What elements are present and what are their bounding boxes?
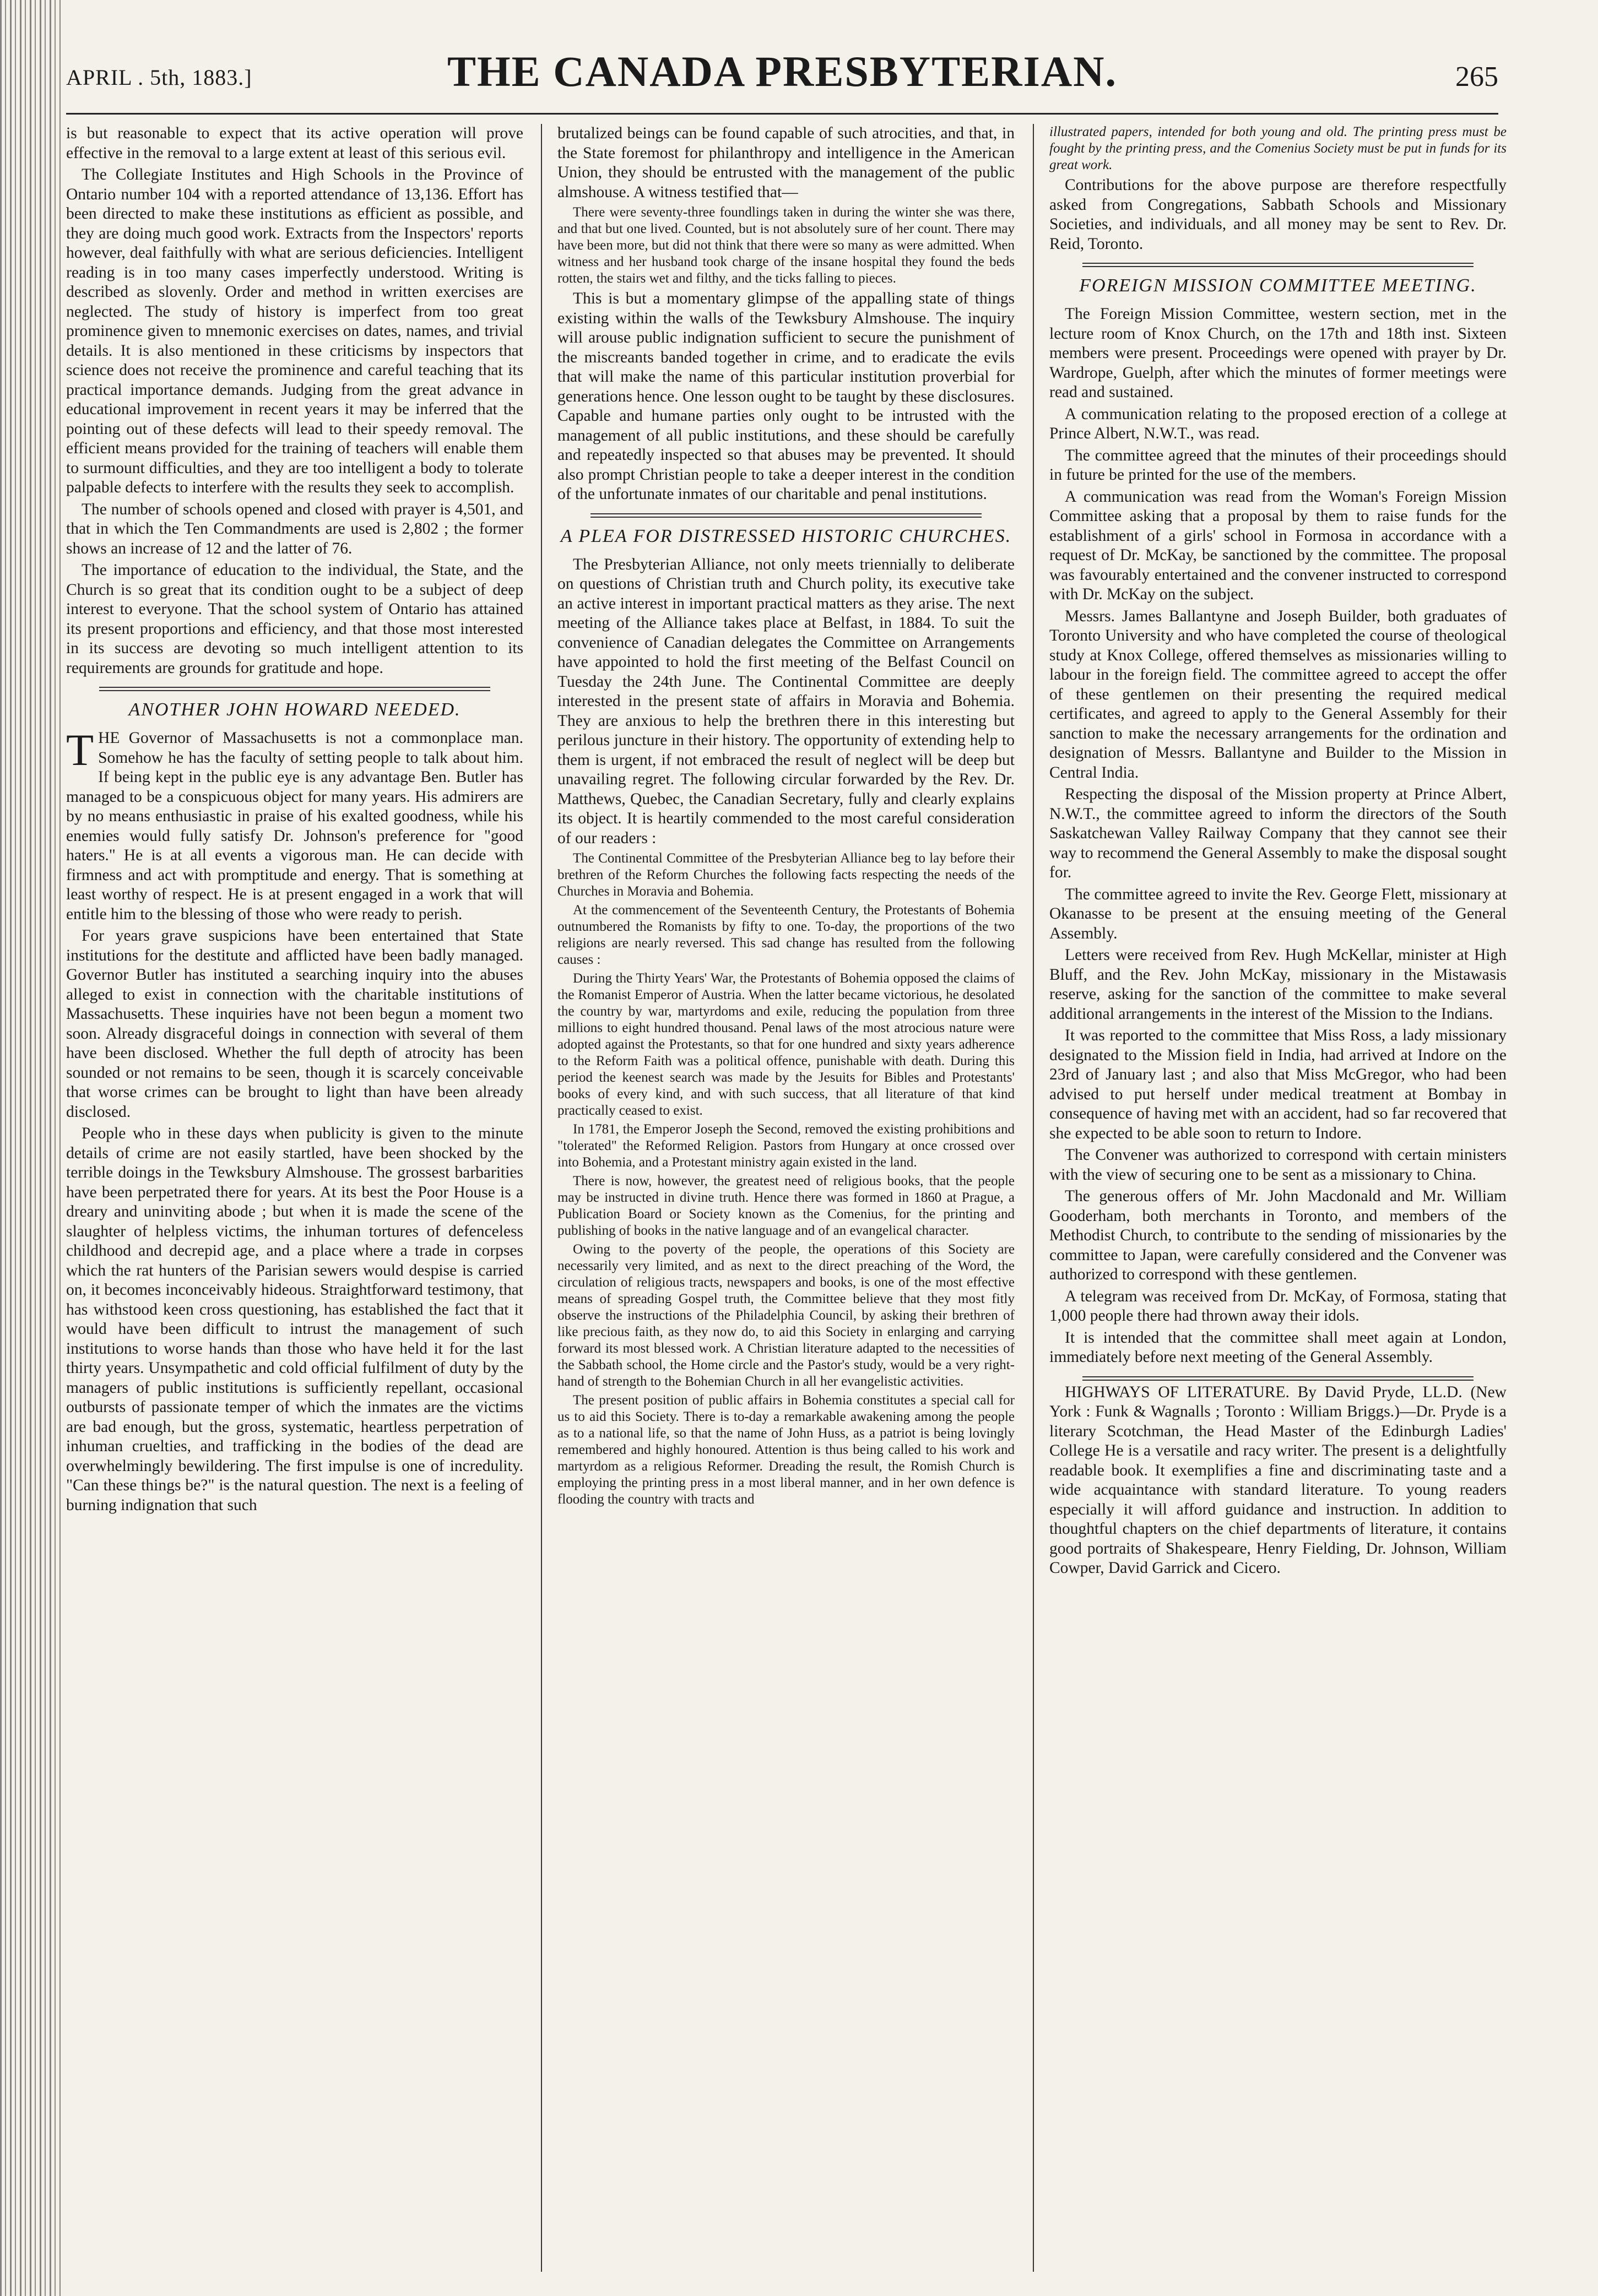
- page-header: [66, 30, 1498, 113]
- column-divider: [541, 124, 542, 2272]
- paragraph: It is intended that the committee shall meet again at London, immediately before next meeting of the General Assembly.: [1049, 1328, 1507, 1366]
- section-rule: [99, 687, 490, 691]
- quotation: At the commencement of the Seventeenth Century, the Protestants of Bohemia outnumbered the Romanists by fifty to one. To-day, the proportions of the two religions are nearly reversed. This sad change has resulted from the following causes :: [557, 903, 1015, 967]
- drop-cap: T: [66, 725, 94, 775]
- paragraph: The number of schools opened and closed with prayer is 4,501, and that in which the Ten Commandments are used is 2,802 ; the former shows an increase of 12 and the latter of 76.: [66, 500, 523, 557]
- paragraph: A communication relating to the proposed erection of a college at Prince Albert, N.W.T., was read.: [1049, 405, 1507, 442]
- paragraph: For years grave suspicions have been entertained that State institutions for the destitute and afflicted have been badly managed. Governor Butler has instituted a searching inquiry into the abuses alleged to exist in connection with the charitable institutions of Massachusetts. These inquiries have not been begun a moment two soon. Already disgraceful doings in connection with several of them have been disclosed. Whether the full depth of atrocity has been sounded or not remains to be seen, though it is scarcely conceivable that worse crimes can be brought to light than have been already disclosed.: [66, 927, 523, 1121]
- section-rule: [591, 513, 982, 518]
- paragraph: The committee agreed that the minutes of their proceedings should in future be printed for the use of the members.: [1049, 446, 1507, 484]
- paragraph: The Collegiate Institutes and High Schools in the Province of Ontario number 104 with a reported attendance of 13,136. Effort has been directed to make these institutions as efficient as possible, and they are doing much good work. Extracts from the Inspectors' reports however, deal faithfully with what are serious deficiencies. Intelligent reading is in too many cases imperfectly understood. Writing is described as slovenly. Order and method in written exercises are neglected. The study of history is imperfect from too great prominence given to mnemonic exercises on dates, names, and trivial details. It is also mentioned in these criticisms by inspectors that science does not receive the prominence and careful teaching that its practical importance demands. Judging from the great advance in educational improvement in recent years it may be inferred that the pointing out of these defects will lead to their speedy removal. The efficient means provided for the training of teachers will enable them to surmount difficulties, and they are too intelligent a body to tolerate palpable defects to interfere with the results they seek to accomplish.: [66, 166, 523, 496]
- paragraph: is but reasonable to expect that its active operation will prove effective in the removal to a large extent at least of this serious evil.: [66, 124, 523, 162]
- book-review: [1049, 1383, 1507, 1578]
- paragraph: It was reported to the committee that Miss Ross, a lady missionary designated to the Mission field in India, had arrived at Indore on the 23rd of January last ; and also that Miss McGregor, who had been advised to put herself under medical treatment at Bombay in consequence of having met with an accident, had so far recovered that she expected to be able soon to return to Indore.: [1049, 1027, 1507, 1142]
- quotation: During the Thirty Years' War, the Protestants of Bohemia opposed the claims of the Romanist Emperor of Austria. When the latter became victorious, he desolated the country by war, martyrdoms and exile, reducing the population from three millions to eight hundred thousand. Penal laws of the most atrocious nature were adopted against the Protestants, so that for one hundred and sixty years adherence to the Reform Faith was a political offence, punishable with death. During this period the keenest search was made by the Jesuits for Bibles and Protestants' books of every kind, and with such success, that all literature of that kind practically ceased to exist.: [557, 971, 1015, 1118]
- masthead-title: THE CANADA PRESBYTERIAN.: [447, 47, 1118, 95]
- paragraph: [66, 725, 523, 924]
- paragraph-text: HE Governor of Massachusetts is not a commonplace man. Somehow he has the faculty of setting people to talk about him. If being kept in the public eye is any advantage Ben. Butler has managed to be a conspicuous object for many years. His admirers are by no means enthusiastic in praise of his exalted goodness, while his enemies would fully satisfy Dr. Johnson's preference for "good haters." He is at all events a vigorous man. He can decide with firmness and act with promptitude and energy. That is something at least worthy of respect. He is at present engaged in a work that will entitle him to the blessing of those who were ready to perish.: [66, 729, 523, 923]
- paragraph: The Presbyterian Alliance, not only meets triennially to deliberate on questions of Christian truth and Church polity, its executive take an active interest in important practical matters as they arise. The next meeting of the Alliance takes place at Belfast, in 1884. To suit the convenience of Canadian delegates the Committee on Arrangements have appointed to hold the first meeting of the Belfast Council on Tuesday the 24th June. The Continental Committee are deeply interested in the present state of affairs in Moravia and Bohemia. They are anxious to help the brethren there in this interesting but perilous juncture in their history. The opportunity of extending help to them is urgent, if not embraced the result of neglect will be deep but unavailing regret. The following circular forwarded by the Rev. Dr. Matthews, Quebec, the Canadian Secretary, fully and clearly explains its object. It is heartily commended to the most careful consideration of our readers :: [557, 555, 1015, 847]
- paragraph: brutalized beings can be found capable of such atrocities, and that, in the State foremost for philanthropy and intelligence in the American Union, they should be entrusted with the management of the public almshouse. A witness testified that—: [557, 124, 1015, 201]
- paragraph: Respecting the disposal of the Mission property at Prince Albert, N.W.T., the committee agreed to inform the directors of the South Saskatchewan Valley Railway Company that they cannot see their way to recommend the General Assembly to make the disposal sought for.: [1049, 785, 1507, 881]
- paragraph: The Convener was authorized to correspond with certain ministers with the view of securing one to be sent as a missionary to China.: [1049, 1146, 1507, 1184]
- quotation: Owing to the poverty of the people, the operations of this Society are necessarily very limited, and as next to the direct preaching of the Word, the circulation of religious tracts, newspapers and books, is one of the most effective means of spreading Gospel truth, the Committee believe that they most fitly observe the instructions of the Philadelphia Council, by asking their brethren of like precious faith, as they now do, to aid this Society in enlarging and carrying forward its most blessed work. A Christian literature adapted to the necessities of the Sabbath school, the Home circle and the Pastor's study, would be a very right-hand of strength to the Bohemian Church in all her evangelistic activities.: [557, 1242, 1015, 1389]
- page-binding-edge: [0, 0, 61, 2296]
- paragraph: The committee agreed to invite the Rev. George Flett, missionary at Okanasse to be present at the ensuing meeting of the General Assembly.: [1049, 885, 1507, 942]
- column-3: [1049, 124, 1507, 2272]
- paragraph: The importance of education to the individual, the State, and the Church is so great that its condition ought to be a subject of deep interest to everyone. That the school system of Ontario has attained its present proportions and efficiency, and that those most interested in its success are devoting so much intelligent attention to its requirements are grounds for gratitude and hope.: [66, 561, 523, 677]
- paragraph: Letters were received from Rev. Hugh McKellar, minister at High Bluff, and the Rev. John McKay, missionary in the Mistawasis reserve, asking for the sanction of the committee to make several additional arrangements in the interest of the Mission to the Indians.: [1049, 946, 1507, 1023]
- issue-date: APRIL . 5th, 1883.]: [66, 65, 252, 90]
- review-title: HIGHWAYS OF LITERATURE.: [1065, 1383, 1290, 1401]
- paragraph: Messrs. James Ballantyne and Joseph Builder, both graduates of Toronto University and who have completed the course of theological study at Knox College, offered themselves as missionaries willing to labour in the foreign field. The committee agreed to accept the offer of these gentlemen on their presenting the required medical certificates, and agreed to apply to the General Assembly for their sanction to make the necessary arrangements for the ordination and designation of Messrs. Ballantyne and Builder to the Mission in Central India.: [1049, 607, 1507, 781]
- column-1: [66, 124, 523, 2272]
- header-rule: [66, 113, 1498, 115]
- section-rule: [1082, 1376, 1474, 1381]
- review-text: By David Pryde, LL.D. (New York : Funk & Wagnalls ; Toronto : William Briggs.)—Dr. Pryde is a literary Scotchman, the Head Master of the Edinburgh Ladies' College He is a versatile and racy writer. The present is a delightfully readable book. It exemplifies a fine and discriminating taste and a wide acquaintance with standard literature. To young readers especially it will afford guidance and instruction. In addition to thoughtful chapters on the chief departments of literature, it contains good portraits of Shakespeare, Henry Fielding, Dr. Johnson, William Cowper, David Garrick and Cicero.: [1049, 1383, 1507, 1577]
- paragraph: A communication was read from the Woman's Foreign Mission Committee asking that a proposal by them to raise funds for the establishment of a girls' school in Formosa in accordance with a request of Dr. McKay, be sanctioned by the committee. The proposal was favourably entertained and the convener instructed to correspond with Dr. McKay on the subject.: [1049, 487, 1507, 603]
- paragraph: A telegram was received from Dr. McKay, of Formosa, stating that 1,000 people there had thrown away their idols.: [1049, 1287, 1507, 1325]
- quotation: There were seventy-three foundlings taken in during the winter she was there, and that but one lived. Counted, but is not absolutely sure of her count. There may have been more, but did not think that there were so many as were admitted. When witness and her husband took charge of the insane hospital they found the beds rotten, the stairs wet and filthy, and the ticks falling to pieces.: [557, 205, 1015, 286]
- page-number: 265: [1455, 61, 1498, 93]
- quotation: There is now, however, the greatest need of religious books, that the people may be instructed in divine truth. Hence there was formed in 1860 at Prague, a Publication Board or Society known as the Comenius, for the printing and publishing of books in the native language and of an evangelical character.: [557, 1174, 1015, 1238]
- quotation: illustrated papers, intended for both young and old. The printing press must be fought by the printing press, and the Comenius Society must be put in funds for its great work.: [1049, 124, 1507, 172]
- paragraph: This is but a momentary glimpse of the appalling state of things existing within the walls of the Tewksbury Almshouse. The inquiry will arouse public indignation sufficient to secure the punishment of the miscreants banded together in crime, and to eradicate the evils that will make the name of this particular institution proverbial for generations hence. One lesson ought to be taught by these disclosures. Capable and humane parties only ought to be intrusted with the management of all public institutions, and these should be carefully and repeatedly inspected so that abuses may be prevented. It should also prompt Christian people to take a deeper interest in the condition of the unfortunate inmates of our charitable and penal institutions.: [557, 290, 1015, 503]
- quotation: The Continental Committee of the Presbyterian Alliance beg to lay before their brethren of the Reform Churches the following facts respecting the needs of the Churches in Moravia and Bohemia.: [557, 851, 1015, 899]
- paragraph: People who in these days when publicity is given to the minute details of crime are not easily startled, have been shocked by the terrible doings in the Tewksbury Almshouse. The grossest barbarities have been perpetrated there for years. At its best the Poor House is a dreary and uninviting abode ; but when it is made the scene of the slaughter of helpless victims, the inhuman tortures of defenceless childhood and decrepid age, and a place where a trade in corpses which the rat hunters of the Parisian sewers would despise is carried on, it becomes inconceivably hideous. Straightforward testimony, that has withstood keen cross questioning, has established the fact that it would have been difficult to intrust the management of such institutions to worse hands than those who have held it for the last thirty years. Unsympathetic and cold official fulfilment of duty by the managers of public institutions is sufficiently repellant, occasional outbursts of passionate temper of which the inmates are the victims are bad enough, but the gross, systematic, heartless perpetration of inhuman cruelties, and trafficking in the bodies of the dead are overwhelmingly bewildering. The first impulse is one of incredulity. "Can these things be?" is the natural question. The next is a feeling of burning indignation that such: [66, 1125, 523, 1514]
- section-rule: [1082, 263, 1474, 267]
- paragraph: Contributions for the above purpose are therefore respectfully asked from Congregations, Sabbath Schools and Missionary Societies, and individuals, and all money may be sent to Rev. Dr. Reid, Toronto.: [1049, 176, 1507, 253]
- quotation: In 1781, the Emperor Joseph the Second, removed the existing prohibitions and "tolerated" the Reformed Religion. Pastors from Hungary at once crossed over into Bohemia, and a Protestant ministry again existed in the land.: [557, 1122, 1015, 1170]
- quotation: The present position of public affairs in Bohemia constitutes a special call for us to aid this Society. There is to-day a remarkable awakening among the people as to a national life, so that the name of John Huss, as a patriot is being lovingly remembered and highly honoured. Attention is thus being called to his work and martyrdom as a religious Reformer. Dreading the result, the Romish Church is employing the printing press in a most liberal manner, and in her own defence is flooding the country with tracts and: [557, 1393, 1015, 1507]
- paragraph: The Foreign Mission Committee, western section, met in the lecture room of Knox Church, on the 17th and 18th inst. Sixteen members were present. Proceedings were opened with prayer by Dr. Wardrope, Guelph, after which the minutes of former meetings were read and sustained.: [1049, 305, 1507, 401]
- column-2: [557, 124, 1015, 2272]
- article-heading: A PLEA FOR DISTRESSED HISTORIC CHURCHES.: [560, 525, 1012, 546]
- paragraph: The generous offers of Mr. John Macdonald and Mr. William Gooderham, both merchants in Toronto, and members of the Methodist Church, to contribute to the sending of missionaries by the committee to Japan, were carefully considered and the Convener was authorized to correspond with these gentlemen.: [1049, 1187, 1507, 1283]
- article-heading: FOREIGN MISSION COMMITTEE MEETING.: [1079, 275, 1477, 296]
- column-divider: [1033, 124, 1034, 2272]
- article-heading: ANOTHER JOHN HOWARD NEEDED.: [128, 699, 461, 720]
